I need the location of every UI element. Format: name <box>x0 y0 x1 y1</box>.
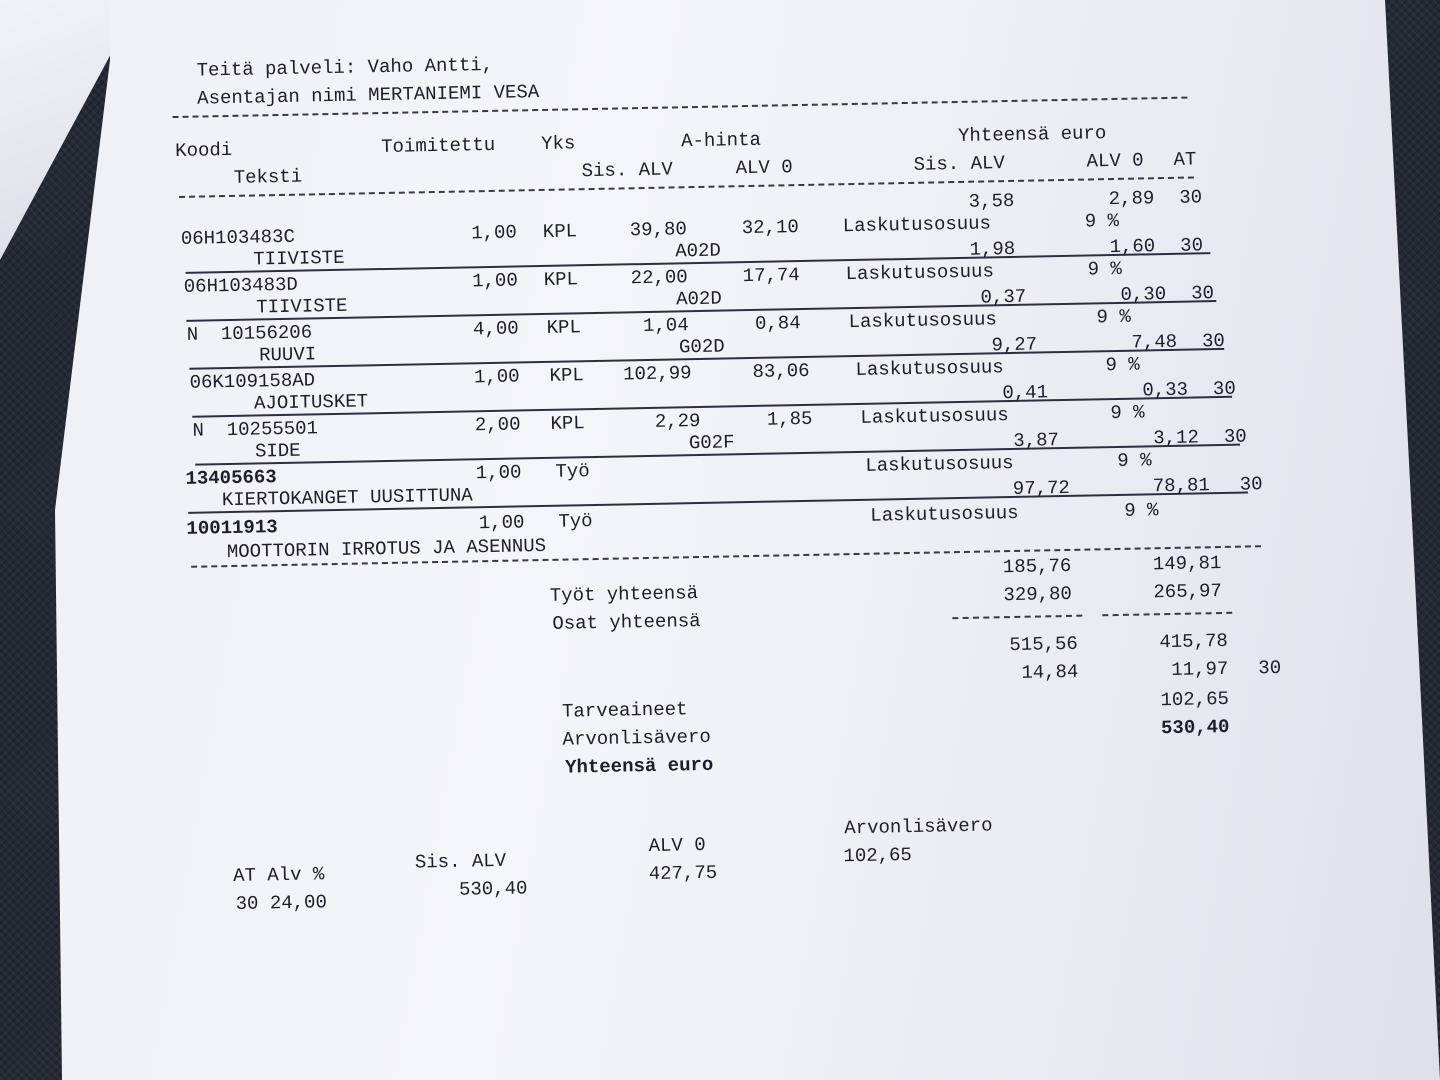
row-qty: 1,00 <box>471 269 518 293</box>
row-qty: 1,00 <box>475 461 522 485</box>
row-share: 9 % <box>1124 499 1159 522</box>
row-share: 9 % <box>1096 305 1131 329</box>
tarveaineet-label: Tarveaineet <box>561 698 688 723</box>
row-price-excl: 83,06 <box>752 359 810 383</box>
col-sis-alv: Sis. ALV <box>581 158 674 183</box>
row-share-label: Laskutusosuus <box>845 260 995 286</box>
tyot-total-incl: 185,76 <box>1002 554 1072 579</box>
row-group: A02D <box>675 287 722 311</box>
alv-label: Arvonlisävero <box>562 725 711 751</box>
row-unit: Työ <box>555 460 590 483</box>
row-unit: KPL <box>550 412 585 435</box>
row-text: SIDE <box>254 439 301 463</box>
grand-total-label: Yhteensä euro <box>564 753 714 779</box>
row-unit: Työ <box>558 510 593 533</box>
row-unit: KPL <box>549 364 585 387</box>
vat-value-at: 30 24,00 <box>235 891 328 915</box>
vat-header-at: AT Alv % <box>232 863 325 888</box>
col-yhteensa-euro: Yhteensä euro <box>957 122 1107 147</box>
row-share-label: Laskutusosuus <box>870 501 1019 527</box>
row-share-label: Laskutusosuus <box>842 212 992 238</box>
row-total-incl: 3,58 <box>968 189 1015 213</box>
row-at: 30 <box>1212 377 1236 401</box>
row-total-excl: 0,33 <box>1142 378 1189 402</box>
row-share: 9 % <box>1087 257 1123 281</box>
row-at: 30 <box>1179 186 1203 209</box>
row-price-excl: 0,84 <box>754 312 801 335</box>
row-at: 30 <box>1239 473 1263 496</box>
col-teksti: Teksti <box>233 165 303 189</box>
row-code: 13405663 <box>185 466 277 490</box>
alv-value: 102,65 <box>1160 687 1230 712</box>
tarveaineet-at: 30 <box>1258 656 1282 680</box>
row-total-excl: 2,89 <box>1108 187 1155 211</box>
row-total-incl: 97,72 <box>1012 476 1071 500</box>
col-yks: Yks <box>540 132 576 155</box>
row-group: A02D <box>675 239 722 263</box>
row-price-excl: 1,85 <box>766 407 813 431</box>
subtotal-excl: 415,78 <box>1159 629 1229 654</box>
row-total-excl: 1,60 <box>1109 235 1156 259</box>
row-code: N 10156206 <box>186 321 313 346</box>
tarveaineet-incl: 14,84 <box>1021 660 1079 684</box>
row-code: 06K109158AD <box>189 369 316 394</box>
row-share: 9 % <box>1084 209 1120 233</box>
osat-total-incl: 329,80 <box>1003 582 1073 607</box>
served-by-line: Teitä palveli: Vaho Antti, <box>196 53 494 82</box>
divider <box>179 176 1194 197</box>
row-code: 10011913 <box>186 516 278 540</box>
row-unit: KPL <box>543 268 579 291</box>
row-total-incl: 0,41 <box>1002 381 1049 405</box>
osat-label: Osat yhteensä <box>552 610 701 635</box>
row-code: 06H103483D <box>183 273 299 298</box>
row-price-incl: 1,04 <box>642 314 689 338</box>
col-koodi: Koodi <box>174 138 233 163</box>
col-at: AT <box>1173 148 1197 171</box>
tyot-total-excl: 149,81 <box>1152 552 1222 576</box>
row-qty: 1,00 <box>473 365 520 389</box>
col-alv0-total: ALV 0 <box>1086 149 1144 173</box>
row-text: AJOITUSKET <box>253 390 369 415</box>
row-total-excl: 7,48 <box>1131 330 1178 354</box>
row-price-incl: 102,99 <box>622 362 692 386</box>
row-group: G02F <box>688 431 735 455</box>
sum-divider <box>1102 612 1232 616</box>
row-qty: 2,00 <box>474 413 521 437</box>
vat-value-alv0: 427,75 <box>648 861 718 886</box>
row-share-label: Laskutusosuus <box>855 356 1004 381</box>
col-sis-alv-total: Sis. ALV <box>913 152 1006 176</box>
row-price-incl: 22,00 <box>630 266 688 290</box>
row-at: 30 <box>1223 425 1247 448</box>
row-total-incl: 3,87 <box>1013 429 1060 452</box>
row-price-excl: 17,74 <box>742 264 800 288</box>
mechanic-line: Asentajan nimi MERTANIEMI VESA <box>196 81 540 110</box>
row-qty: 4,00 <box>472 317 519 341</box>
row-total-incl: 0,37 <box>980 285 1027 309</box>
row-code: 06H103483C <box>180 225 296 250</box>
row-share-label: Laskutusosuus <box>865 451 1014 477</box>
row-share: 9 % <box>1117 449 1152 472</box>
row-at: 30 <box>1179 234 1204 257</box>
row-at: 30 <box>1190 282 1215 305</box>
vat-header-alv: Arvonlisävero <box>844 814 993 840</box>
sum-divider <box>952 615 1082 619</box>
vat-header-sis: Sis. ALV <box>414 849 507 874</box>
row-share-label: Laskutusosuus <box>848 308 998 334</box>
row-total-excl: 0,30 <box>1120 283 1167 306</box>
col-a-hinta: A-hinta <box>680 128 762 153</box>
vat-value-sis: 530,40 <box>458 877 528 901</box>
row-total-incl: 1,98 <box>969 237 1016 261</box>
row-unit: KPL <box>546 316 582 339</box>
grand-total-value: 530,40 <box>1160 715 1230 740</box>
row-share: 9 % <box>1105 353 1140 377</box>
vat-header-alv0: ALV 0 <box>648 833 706 858</box>
row-text: MOOTTORIN IRROTUS JA ASENNUS <box>226 534 547 564</box>
vat-value-alv: 102,65 <box>843 844 913 868</box>
row-text: KIERTOKANGET UUSITTUNA <box>221 484 473 512</box>
row-price-incl: 39,80 <box>629 218 688 242</box>
row-group: G02D <box>678 335 725 359</box>
row-text: TIIVISTE <box>256 294 348 319</box>
col-alv0: ALV 0 <box>735 156 793 180</box>
row-text: RUUVI <box>258 343 317 367</box>
row-total-incl: 9,27 <box>991 333 1038 357</box>
row-share: 9 % <box>1110 401 1145 425</box>
col-toimitettu: Toimitettu <box>380 133 496 159</box>
row-total-excl: 3,12 <box>1153 426 1200 450</box>
tarveaineet-excl: 11,97 <box>1171 657 1229 681</box>
tyot-label: Työt yhteensä <box>549 582 699 607</box>
row-code: N 10255501 <box>192 417 319 442</box>
row-at: 30 <box>1201 329 1226 353</box>
row-qty: 1,00 <box>471 221 518 245</box>
row-total-excl: 78,81 <box>1152 474 1211 498</box>
row-share-label: Laskutusosuus <box>860 404 1009 429</box>
osat-total-excl: 265,97 <box>1153 580 1223 604</box>
subtotal-incl: 515,56 <box>1009 632 1079 657</box>
row-unit: KPL <box>542 220 578 243</box>
row-price-excl: 32,10 <box>741 216 799 240</box>
row-qty: 1,00 <box>478 511 525 535</box>
row-price-incl: 2,29 <box>654 409 701 433</box>
row-text: TIIVISTE <box>253 246 345 271</box>
